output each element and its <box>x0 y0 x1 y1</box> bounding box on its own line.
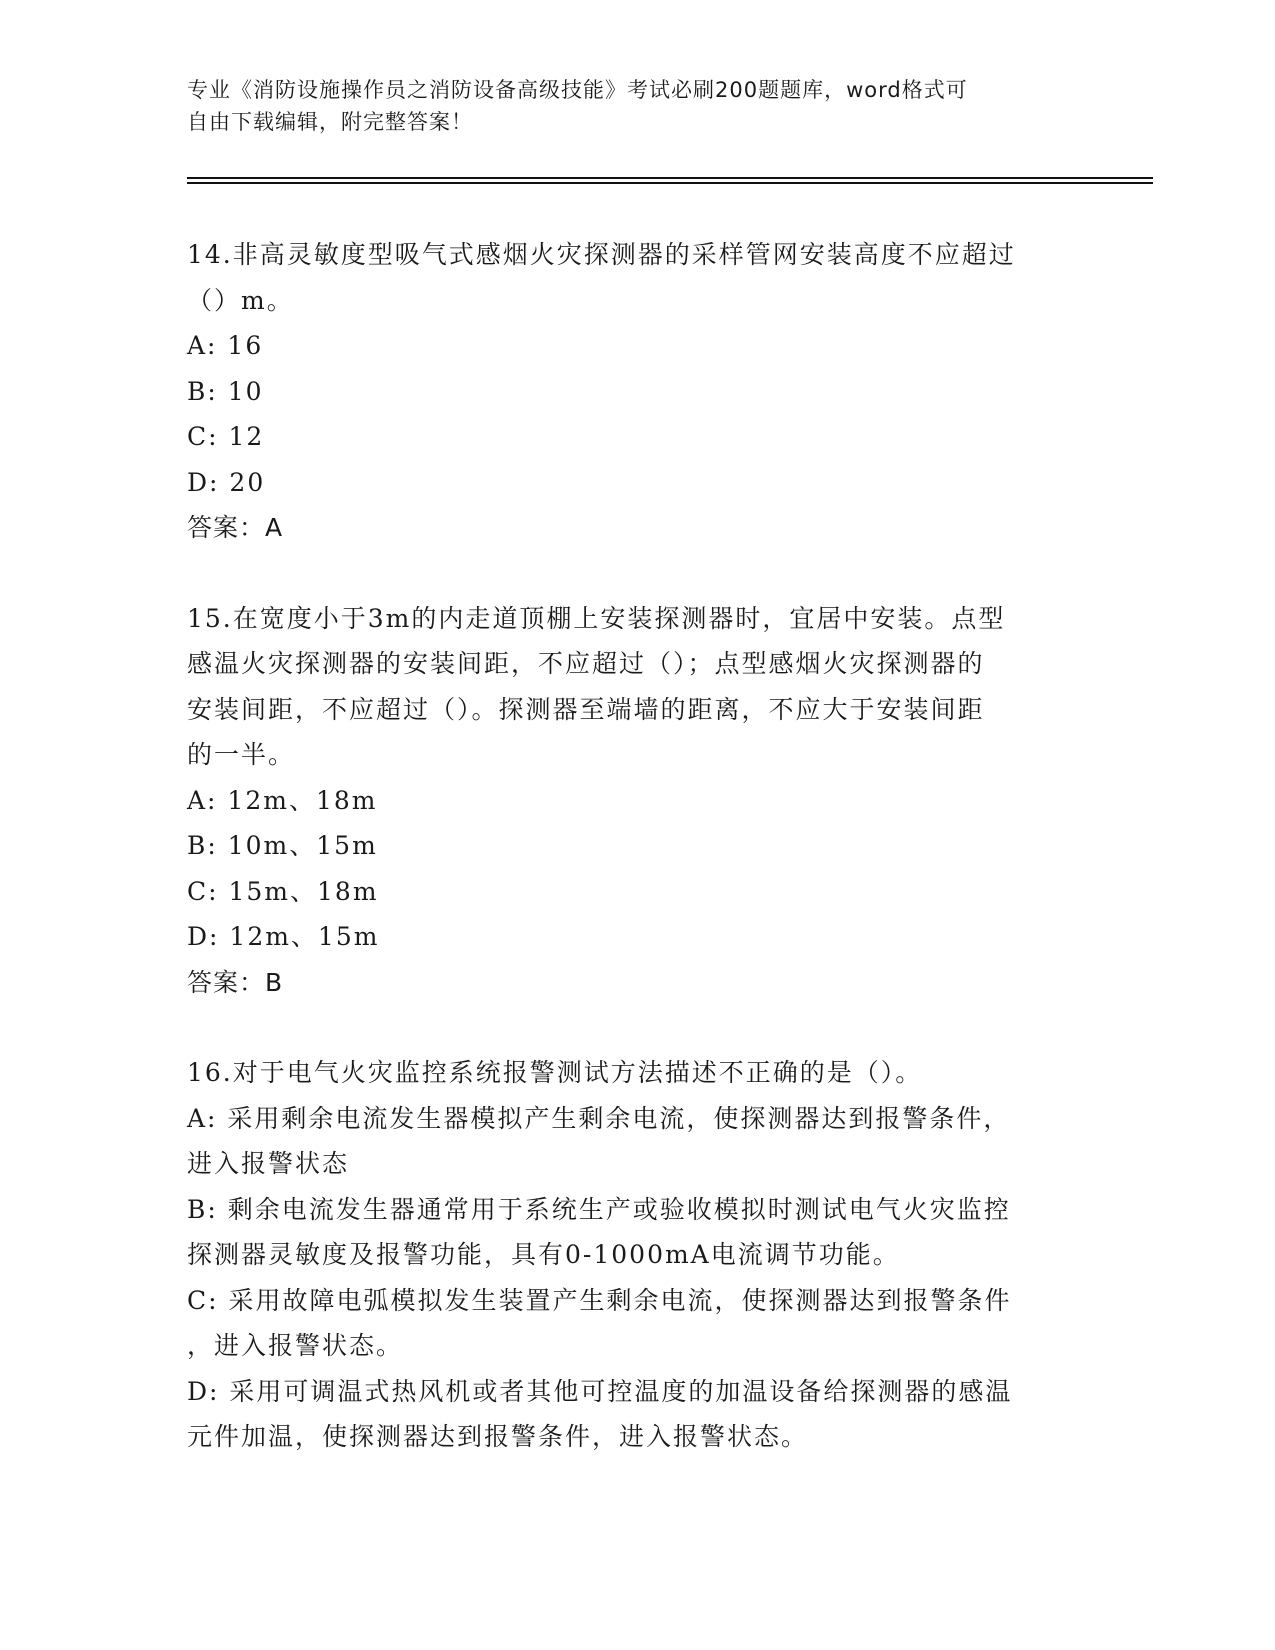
question-stem-line: 16.对于电气火灾监控系统报警测试方法描述不正确的是（）。 <box>187 1058 923 1087</box>
option-b-line: 探测器灵敏度及报警功能，具有0-1000mA电流调节功能。 <box>187 1240 900 1269</box>
option-d-line: D: 采用可调温式热风机或者其他可控温度的加温设备给探测器的感温 <box>187 1376 1013 1406</box>
option-d: D: 20 <box>187 467 266 497</box>
option-b: B: 10m、15m <box>187 831 378 860</box>
question-stem-line: （）m。 <box>187 285 294 315</box>
option-c: C: 15m、18m <box>187 876 379 906</box>
option-c-line: ，进入报警状态。 <box>187 1331 404 1360</box>
question-stem-line: 14.非高灵敏度型吸气式感烟火灾探测器的采样管网安装高度不应超过 <box>187 240 1016 269</box>
document-header <box>187 74 1067 138</box>
question-14 <box>187 232 1067 551</box>
question-15 <box>187 596 1067 1006</box>
question-stem-line: 的一半。 <box>187 740 296 769</box>
question-stem-line: 15.在宽度小于3m的内走道顶棚上安装探测器时，宜居中安装。点型 <box>187 603 1006 633</box>
header-line-2: 自由下载编辑，附完整答案！ <box>187 110 473 134</box>
option-d-line: 元件加温，使探测器达到报警条件，进入报警状态。 <box>187 1422 809 1451</box>
option-a-line: A: 采用剩余电流发生器模拟产生剩余电流，使探测器达到报警条件， <box>187 1103 1011 1133</box>
question-spacer <box>187 551 1067 596</box>
question-stem-line: 安装间距，不应超过（）。探测器至端墙的距离，不应大于安装间距 <box>187 694 985 724</box>
question-list <box>187 232 1067 1460</box>
option-a: A: 16 <box>187 331 264 360</box>
option-a-line: 进入报警状态 <box>187 1149 350 1178</box>
option-b: B: 10 <box>187 376 264 406</box>
option-c-line: C: 采用故障电弧模拟发生装置产生剩余电流，使探测器达到报警条件 <box>187 1285 1012 1315</box>
question-spacer <box>187 1005 1067 1050</box>
option-d: D: 12m、15m <box>187 922 380 951</box>
header-divider-top <box>187 177 1153 179</box>
answer-label: 答案：A <box>187 513 284 542</box>
header-line-1: 专业《消防设施操作员之消防设备高级技能》考试必刷200题题库，word格式可 <box>187 78 968 102</box>
answer-label: 答案：B <box>187 967 284 997</box>
option-c: C: 12 <box>187 422 265 451</box>
option-b-line: B: 剩余电流发生器通常用于系统生产或验收模拟时测试电气火灾监控 <box>187 1194 1011 1224</box>
question-stem-line: 感温火灾探测器的安装间距，不应超过（）；点型感烟火灾探测器的 <box>187 649 985 678</box>
question-16 <box>187 1050 1067 1460</box>
header-divider-bottom <box>187 182 1153 184</box>
option-a: A: 12m、18m <box>187 785 378 815</box>
